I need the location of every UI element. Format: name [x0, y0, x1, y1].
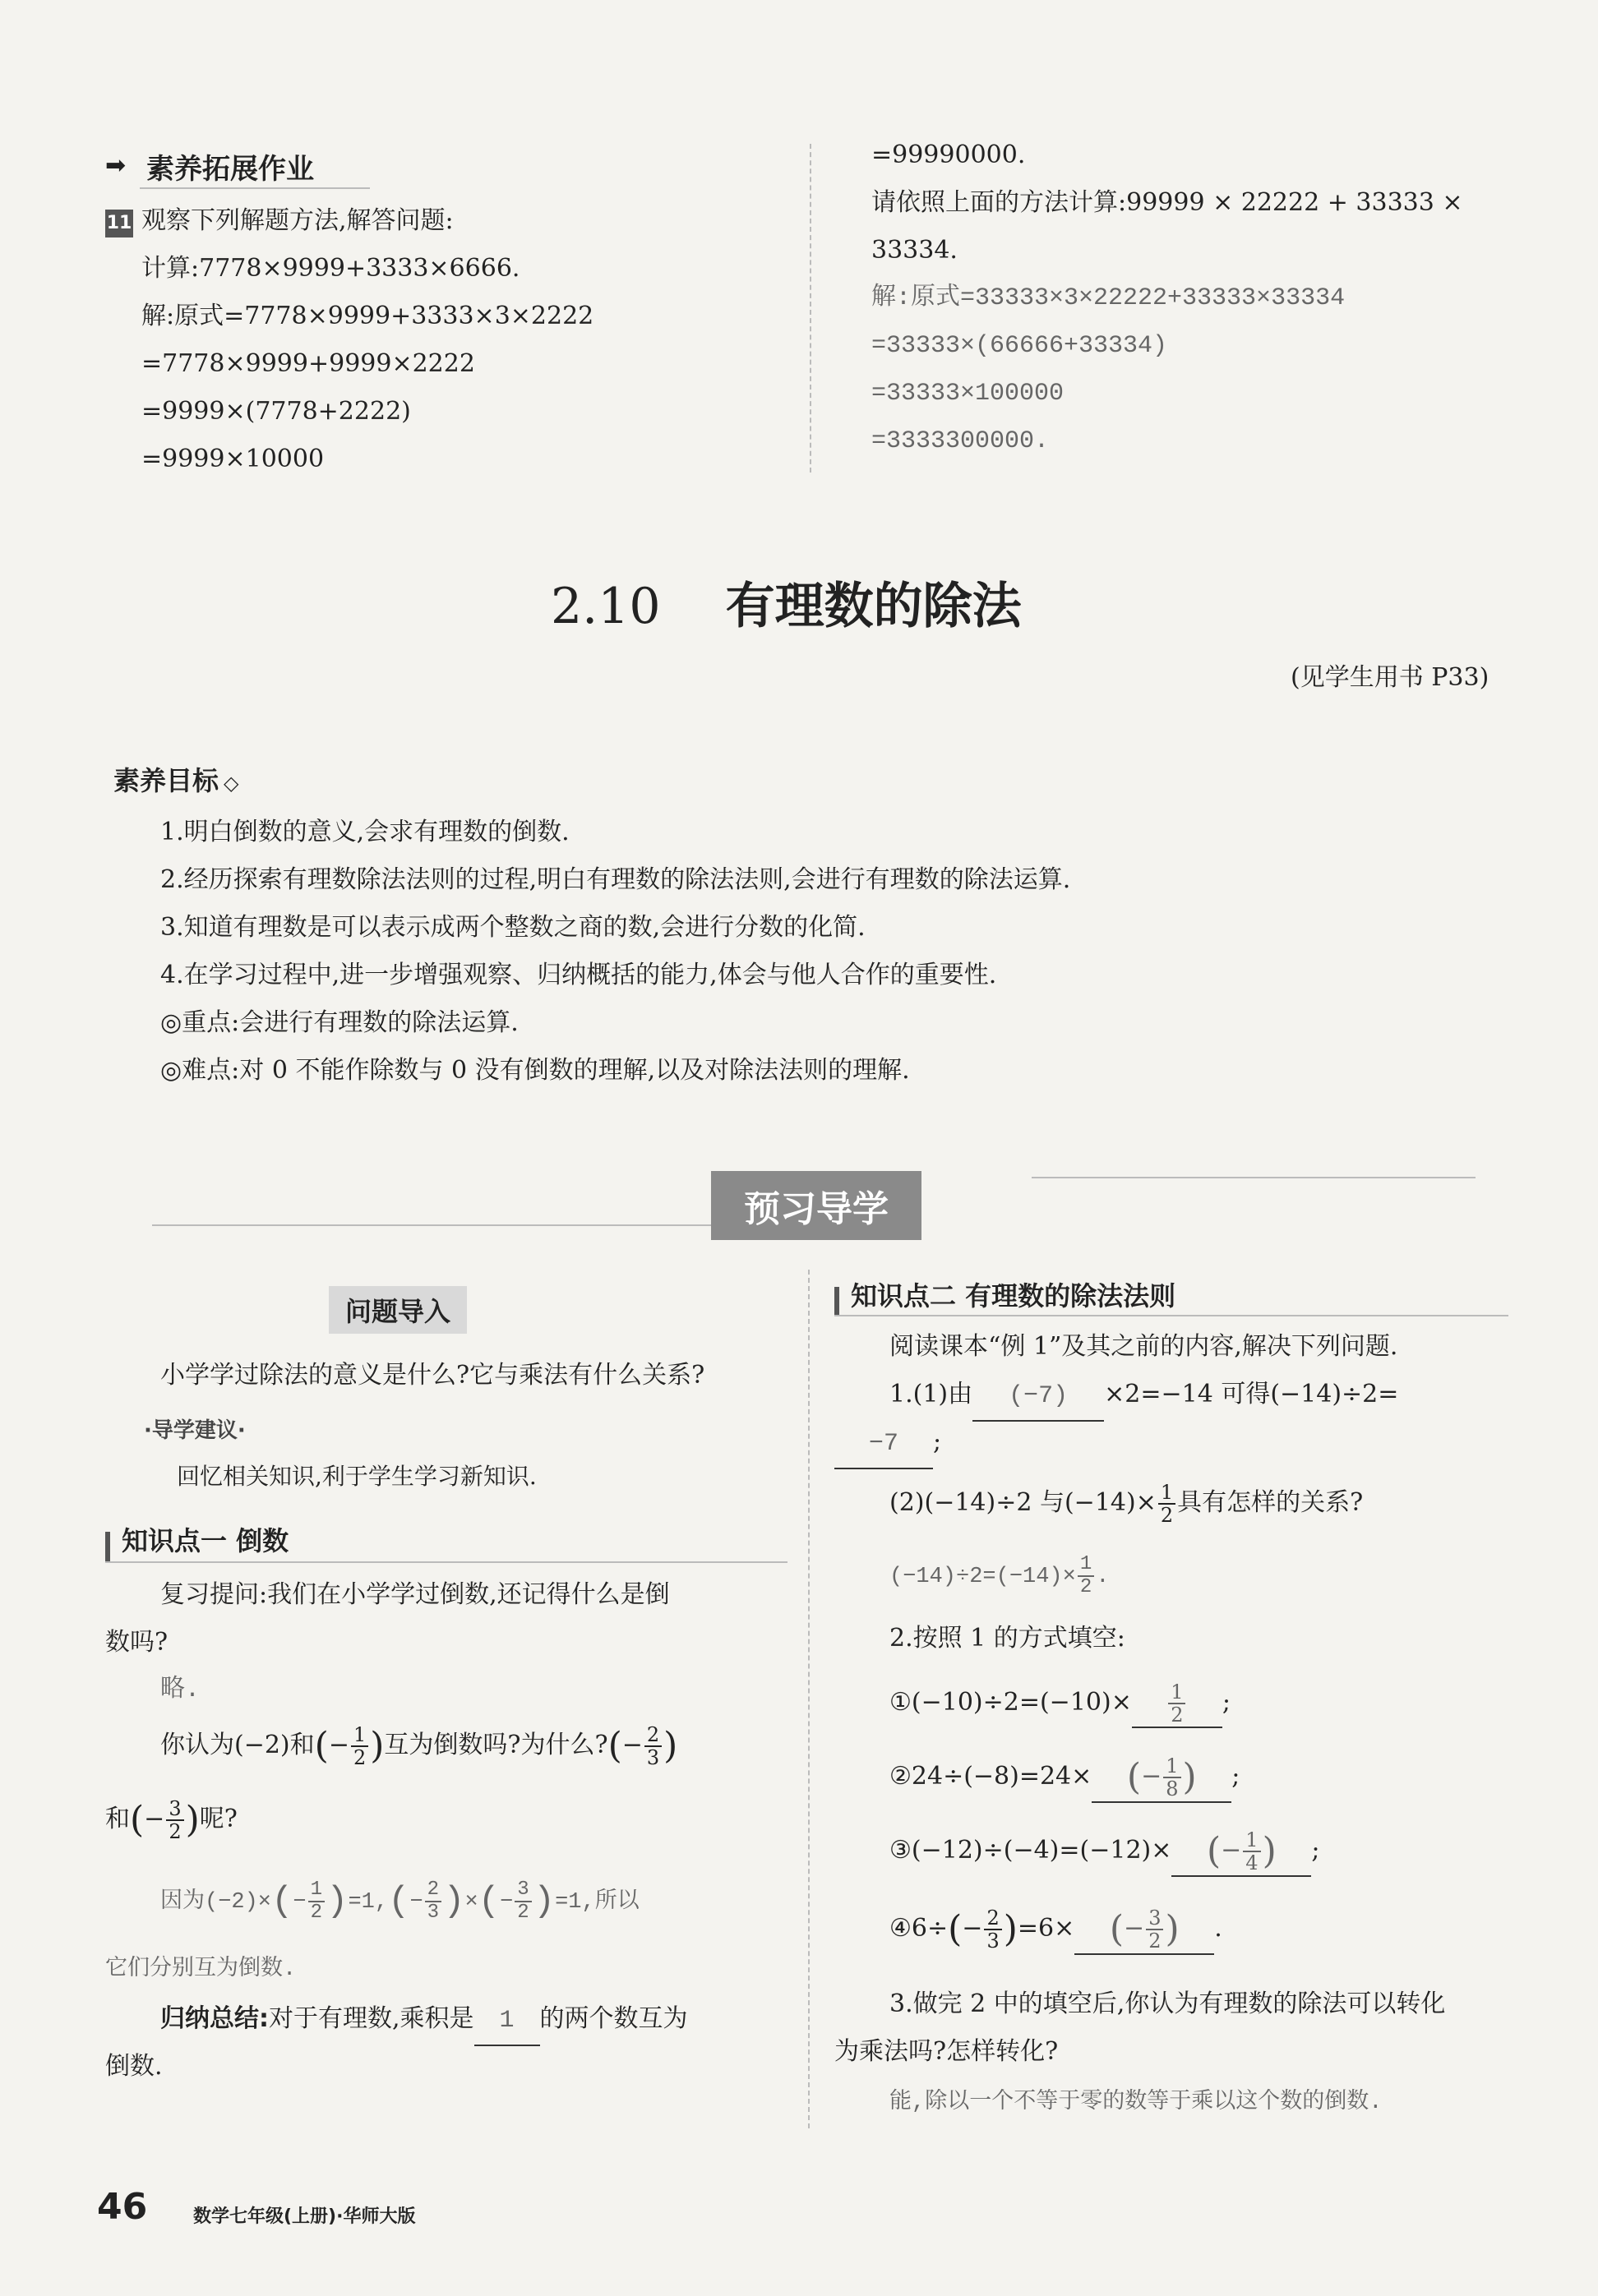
- minus-sign: −: [621, 1731, 643, 1759]
- page-number: 46: [97, 2186, 148, 2228]
- frac-eighth: [1163, 1755, 1180, 1800]
- kp1-q1: 复习提问:我们在小学学过倒数,还记得什么是倒: [160, 1580, 670, 1609]
- num: 3: [1146, 1907, 1163, 1930]
- frac-three-halves: [515, 1879, 531, 1924]
- frac-quarter: [1243, 1829, 1260, 1874]
- right-answer-2: =33333×100000: [871, 380, 1065, 408]
- fill-4: ④6÷(− $\frac{2}{3}$ )=6× (− $\frac{3}{2}$ ) .: [889, 1905, 1222, 1955]
- num: 1: [308, 1879, 325, 1902]
- den: 2: [310, 1902, 323, 1924]
- ans-eq1: =1,: [348, 1890, 389, 1916]
- reciprocal-question-2: 和(− $\frac{3}{2}$ )呢?: [105, 1797, 238, 1843]
- num: 1: [1078, 1554, 1094, 1577]
- frac-two-thirds: [425, 1879, 441, 1924]
- fill-3-text: ③(−12)÷(−4)=(−12)×: [889, 1836, 1172, 1865]
- minus-sign: −: [1221, 1836, 1242, 1865]
- q-part2: 互为倒数吗?为什么?: [384, 1731, 608, 1759]
- times-sign: ×: [464, 1890, 478, 1916]
- right-answer-1: =33333×(66666+33334): [871, 332, 1168, 360]
- summary-line2: 倒数.: [105, 2052, 163, 2081]
- left-line-0: 计算:7778×9999+3333×6666.: [141, 254, 520, 283]
- num: 1: [351, 1724, 368, 1747]
- fill-3-blank: (− $\frac{1}{4}$ ): [1171, 1827, 1311, 1877]
- title-number: 2.10: [551, 578, 661, 635]
- q1a-mid: ×2=−14 可得(−14)÷2=: [1104, 1380, 1399, 1408]
- kp2-intro: 阅读课本“例 1”及其之前的内容,解决下列问题.: [889, 1332, 1398, 1361]
- banner-text: 预习导学: [711, 1171, 921, 1240]
- q1b-pre: (2)(−14)÷2 与(−14)×: [889, 1488, 1157, 1517]
- period: .: [1214, 1914, 1222, 1943]
- q1a-blank2: −7: [834, 1420, 933, 1469]
- num: 1: [1243, 1829, 1260, 1852]
- kp1-q2: 数吗?: [105, 1628, 169, 1657]
- summary-text-b: 的两个数互为: [539, 2004, 688, 2033]
- fill-1-text: ①(−10)÷2=(−10)×: [889, 1688, 1132, 1717]
- q1b-answer: [889, 1553, 1109, 1601]
- left-line-4: =9999×10000: [141, 445, 325, 473]
- den: 3: [427, 1902, 440, 1924]
- frac-half: [308, 1879, 325, 1924]
- reciprocal-question: 你认为(−2)和(− $\frac{1}{2}$ )互为倒数吗?为什么?(− $\frac{2}{3}$ ): [160, 1723, 678, 1769]
- semicolon: ;: [1311, 1836, 1320, 1865]
- banner: [711, 1171, 921, 1240]
- frac-two-thirds: [644, 1724, 662, 1768]
- left-line-2: =7778×9999+9999×2222: [141, 349, 475, 378]
- minus-sign: −: [144, 1805, 165, 1833]
- goal-3: 4.在学习过程中,进一步增强观察、归纳概括的能力,体会与他人合作的重要性.: [160, 961, 997, 989]
- right-task-2: 33334.: [871, 236, 958, 265]
- q3-line1: 3.做完 2 中的填空后,你认为有理数的除法可以转化: [889, 1989, 1446, 2018]
- num: 3: [515, 1879, 531, 1902]
- fill-1: [889, 1679, 1231, 1728]
- extension-header: [105, 146, 314, 187]
- den: 2: [1079, 1575, 1092, 1598]
- guide-text: 回忆相关知识,利于学生学习新知识.: [177, 1463, 537, 1490]
- q2-title: 2.按照 1 的方式填空:: [889, 1624, 1125, 1653]
- q3-line2: 为乘法吗?怎样转化?: [834, 2037, 1059, 2066]
- minus-sign: −: [1141, 1762, 1162, 1791]
- kp2-heading: [834, 1275, 1175, 1316]
- frac-half: [1168, 1681, 1185, 1726]
- semicolon: ;: [1231, 1762, 1240, 1791]
- num: 2: [644, 1724, 662, 1747]
- title-ref: (见学生用书 P33): [1291, 663, 1489, 692]
- den: 2: [1160, 1504, 1174, 1527]
- title-text: 有理数的除法: [725, 578, 1022, 635]
- left-line-3: =9999×(7778+2222): [141, 397, 411, 426]
- right-first: =99990000.: [871, 141, 1026, 169]
- goal-2: 3.知道有理数是可以表示成两个整数之商的数,会进行分数的化简.: [160, 913, 866, 942]
- right-task-1: 请依照上面的方法计算:99999 × 22222 + 33333 ×: [871, 188, 1463, 217]
- q1b-ans-pre: (−14)÷2=(−14)×: [889, 1565, 1076, 1589]
- fill-3: [889, 1827, 1319, 1877]
- problem-11: [105, 197, 454, 245]
- summary-text-a: 对于有理数,乘积是: [269, 2004, 474, 2033]
- goal-key: ◎重点:会进行有理数的除法运算.: [160, 1008, 519, 1037]
- minus-sign: −: [1124, 1914, 1145, 1943]
- q3-answer: 能,除以一个不等于零的数等于乘以这个数的倒数.: [889, 2091, 1383, 2115]
- num: 1: [1168, 1681, 1185, 1704]
- q-part1: 你认为(−2)和: [160, 1731, 315, 1759]
- den: 2: [353, 1746, 367, 1769]
- den: 2: [517, 1902, 529, 1924]
- q1a-cont: [834, 1418, 941, 1469]
- goals-heading: [113, 760, 238, 798]
- frac-half: [351, 1724, 368, 1768]
- kp2-title: 知识点二 有理数的除法法则: [851, 1280, 1176, 1312]
- frac-three-halves: [1146, 1907, 1163, 1952]
- minus-sign: −: [293, 1890, 307, 1916]
- reciprocal-answer-2: 它们分别互为倒数.: [105, 1957, 297, 1982]
- q1a-blank: (−7): [972, 1372, 1104, 1422]
- kp1-heading: [105, 1520, 289, 1561]
- summary: [160, 1995, 688, 2046]
- summary-blank: 1: [474, 1997, 540, 2046]
- right-answer-0: 解:原式=33333×3×22222+33333×33334: [871, 284, 1346, 312]
- q-end: 呢?: [199, 1805, 238, 1833]
- intro-heading-text: 问题导入: [329, 1286, 467, 1334]
- num: 3: [166, 1798, 183, 1821]
- goals-heading-text: 素养目标: [113, 765, 219, 796]
- ans-p1: 因为(−2)×: [160, 1890, 272, 1916]
- guide-label: ·导学建议·: [144, 1418, 246, 1443]
- frac-half: [1158, 1482, 1175, 1526]
- semicolon: ;: [1222, 1688, 1231, 1717]
- fill-1-blank: [1132, 1679, 1222, 1728]
- frac-two-thirds: [984, 1907, 1001, 1952]
- q1a-pre: 1.(1)由: [889, 1380, 973, 1408]
- frac-three-halves: [166, 1798, 183, 1842]
- problem-intro: 观察下列解题方法,解答问题:: [141, 206, 454, 235]
- intro-question: 小学学过除法的意义是什么?它与乘法有什么关系?: [160, 1361, 705, 1390]
- goal-0: 1.明白倒数的意义,会求有理数的倒数.: [160, 818, 570, 846]
- right-answer-3: =3333300000.: [871, 427, 1050, 455]
- minus-sign: −: [500, 1890, 514, 1916]
- q1b: [889, 1479, 1363, 1527]
- num: 2: [984, 1907, 1001, 1930]
- den: 3: [986, 1929, 1000, 1953]
- period: .: [1096, 1565, 1110, 1589]
- den: 2: [1171, 1704, 1184, 1727]
- diamond-icon: ◇: [224, 772, 239, 795]
- ans-eq2: =1,所以: [555, 1890, 640, 1916]
- den: 3: [646, 1746, 660, 1769]
- q1a: [889, 1371, 1398, 1422]
- summary-label: 归纳总结:: [160, 2004, 269, 2033]
- den: 8: [1166, 1777, 1179, 1800]
- section-label: 素养拓展作业: [146, 153, 314, 186]
- q1a-end: ;: [933, 1427, 942, 1456]
- den: 2: [1148, 1929, 1162, 1953]
- den: 4: [1245, 1851, 1259, 1874]
- goal-1: 2.经历探索有理数除法法则的过程,明白有理数的除法法则,会进行有理数的除法运算.: [160, 865, 1071, 894]
- fill-4-blank: (− $\frac{3}{2}$ ): [1074, 1905, 1214, 1955]
- fill-2-text: ②24÷(−8)=24×: [889, 1762, 1092, 1791]
- num: 1: [1163, 1755, 1180, 1778]
- problem-number: 11: [105, 210, 133, 237]
- fill-4-text-a: ④6÷: [889, 1914, 949, 1943]
- goal-difficult: ◎难点:对 0 不能作除数与 0 没有倒数的理解,以及对除法法则的理解.: [160, 1056, 910, 1085]
- kp1-answer: 略.: [160, 1676, 201, 1704]
- fill-2-blank: (− $\frac{1}{8}$ ): [1092, 1753, 1231, 1803]
- den: 2: [169, 1820, 182, 1843]
- minus-sign: −: [328, 1731, 349, 1759]
- left-line-1: 解:原式=7778×9999+3333×3×2222: [141, 302, 594, 330]
- num: 1: [1158, 1482, 1175, 1505]
- minus-sign: −: [409, 1890, 423, 1916]
- num: 2: [425, 1879, 441, 1902]
- arrow-icon: ➡: [105, 151, 127, 180]
- q1b-post: 具有怎样的关系?: [1177, 1488, 1364, 1517]
- frac-half: [1078, 1554, 1094, 1598]
- reciprocal-answer: 因为(−2)×(− $\frac{1}{2}$ )=1,(− $\frac{2}{3}$ )×(− $\frac{3}{2}$ )=1,所以: [160, 1879, 640, 1924]
- intro-heading: [329, 1286, 467, 1334]
- minus-sign: −: [962, 1914, 983, 1943]
- fill-4-text-b: =6×: [1017, 1914, 1075, 1943]
- book-title: 数学七年级(上册)·华师大版: [193, 2206, 416, 2227]
- q-and: 和: [105, 1805, 130, 1833]
- page-title: [551, 567, 1022, 638]
- kp1-title: 知识点一 倒数: [122, 1525, 289, 1556]
- fill-2: [889, 1753, 1240, 1803]
